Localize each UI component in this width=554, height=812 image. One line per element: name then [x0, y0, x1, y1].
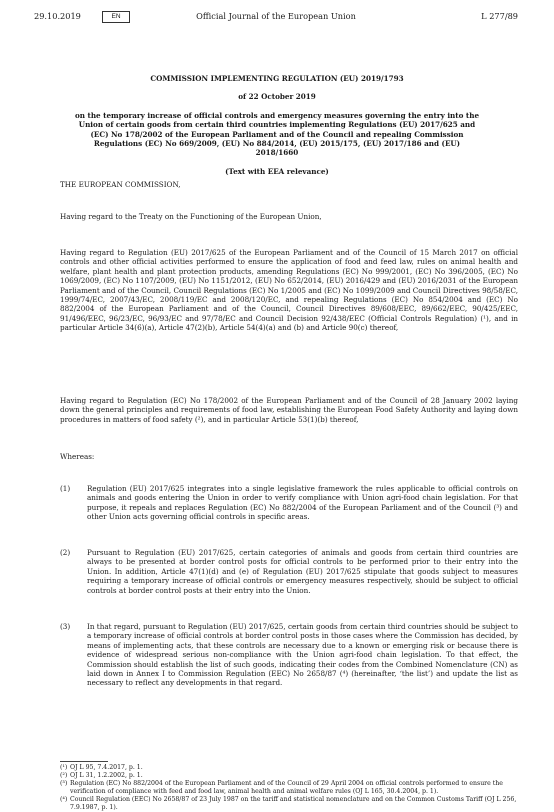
recital-number: (1) [60, 484, 71, 493]
page-reference: L 277/89 [481, 11, 518, 21]
footnote-text: OJ L 31, 1.2.2002, p. 1. [70, 772, 143, 779]
journal-title: Official Journal of the European Union [196, 11, 356, 21]
whereas-heading: Whereas: [60, 452, 95, 461]
publication-date: 29.10.2019 [34, 11, 81, 21]
eea-relevance: (Text with EEA relevance) [225, 166, 329, 176]
footnote-marker: (⁴) [60, 796, 68, 803]
regulation-title-block [72, 74, 482, 176]
footnote-text: Regulation (EC) No 882/2004 of the European Parliament and of the Council of 29 April 2004 on official controls performed to ensure the verification of compliance with feed and food law, animal health and animal welfare rules (OJ L 165, 30.4.2004, p. 1). [70, 780, 503, 795]
footnote [60, 780, 518, 796]
footnotes [60, 764, 518, 812]
footnote-marker: (¹) [60, 764, 68, 771]
page-header [34, 9, 518, 23]
recital-item [60, 548, 518, 595]
footnote-text: OJ L 95, 7.4.2017, p. 1. [70, 764, 143, 771]
footnote-marker: (²) [60, 772, 68, 779]
recital-item [60, 484, 518, 522]
regulation-date: of 22 October 2019 [238, 92, 316, 102]
recital-number: (2) [60, 548, 71, 557]
recital-text: In that regard, pursuant to Regulation (EU) 2017/625, certain goods from certain third countries should be subject to a temporary increase of official controls at border control posts in those cases where the Commission has decided, by means of implementing acts, that these controls are necessary due to a known or emerging risk or because there is evidence of widespread serious non-compliance with the Union agri-food chain legislation. To that effect, the Commission should establish the list of such goods, indicating their codes from the Combined Nomenclature (CN) as laid down in Annex I to Commission Regulation (EEC) No 2658/87 (⁴) (hereinafter, ‘the list’) and update the list as necessary to reflect any developments in that regard. [87, 622, 518, 688]
citation-regulation-178-2002: Having regard to Regulation (EC) No 178/2002 of the European Parliament and of the Council of 28 January 2002 laying down the general principles and requirements of food law, establishing the European Food Safety Authority and laying down procedures in matters of food safety (²), and in particular Article 53(1)(b) thereof, [60, 396, 518, 424]
recital-text: Regulation (EU) 2017/625 integrates into a single legislative framework the rules applicable to official controls on animals and goods entering the Union in order to verify compliance with Union agri-food chain legislation. For that purpose, it repeals and replaces Regulation (EC) No 882/2004 of the European Parliament and of the Council (³) and other Union acts governing official controls in specific areas. [87, 484, 518, 522]
footnote [60, 772, 518, 780]
treaty-citation: Having regard to the Treaty on the Functioning of the European Union, [60, 212, 322, 221]
citation-regulation-2017-625: Having regard to Regulation (EU) 2017/625 of the European Parliament and of the Council of 15 March 2017 on official controls and other official activities performed to ensure the application of food and feed law, rules on animal health and welfare, plant health and plant protection products, amending Regulations (EC) No 999/2001, (EC) No 396/2005, (EC) No 1069/2009, (EC) No 1107/2009, (EU) No 1151/2012, (EU) No 652/2014, (EU) 2016/429 and (EU) 2016/2031 of the European Parliament and of the Council, Council Regulations (EC) No 1/2005 and (EC) No 1099/2009 and Council Directives 98/58/EC, 1999/74/EC, 2007/43/EC, 2008/119/EC and 2008/120/EC, and repealing Regulations (EC) No 854/2004 and (EC) No 882/2004 of the European Parliament and of the Council, Council Directives 89/608/EEC, 89/662/EEC, 90/425/EEC, 91/496/EEC, 96/23/EC, 96/93/EC and 97/78/EC and Council Decision 92/438/EEC (Official Controls Regulation) (¹), and in particular Article 34(6)(a), Article 47(2)(b), Article 54(4)(a) and (b) and Article 90(c) thereof, [60, 248, 518, 333]
regulation-subject: on the temporary increase of official controls and emergency measures governing the entry into the Union of certain goods from certain third countries implementing Regulations (EU) 2017/625 and (EC) No 178/2002 of the European Parliament and of the Council and repealing Commission Regulations (EC) No 669/2009, (EU) No 884/2014, (EU) 2015/175, (EU) 2017/186 and (EU) 2018/1660 [74, 110, 480, 158]
regulation-number: COMMISSION IMPLEMENTING REGULATION (EU) 2019/1793 [150, 74, 404, 83]
recital-item [60, 622, 518, 688]
language-badge: EN [102, 11, 130, 23]
recital-text: Pursuant to Regulation (EU) 2017/625, certain categories of animals and goods from certain third countries are always to be presented at border control posts for official controls to be performed prior to their entry into the Union. In addition, Article 47(1)(d) and (e) of Regulation (EU) 2017/625 stipulate that goods subject to measures requiring a temporary increase of official controls or emergency measures respectively, should be subject to official controls at border control posts at their entry into the Union. [87, 548, 518, 595]
recital-number: (3) [60, 622, 71, 631]
footnote-marker: (³) [60, 780, 68, 787]
commission-heading: THE EUROPEAN COMMISSION, [60, 180, 181, 189]
footnote [60, 796, 518, 812]
footnote-divider [60, 761, 108, 762]
footnote [60, 764, 518, 772]
footnote-text: Council Regulation (EEC) No 2658/87 of 23 July 1987 on the tariff and statistical nomenclature and on the Common Customs Tariff (OJ L 256, 7.9.1987, p. 1). [70, 796, 517, 811]
